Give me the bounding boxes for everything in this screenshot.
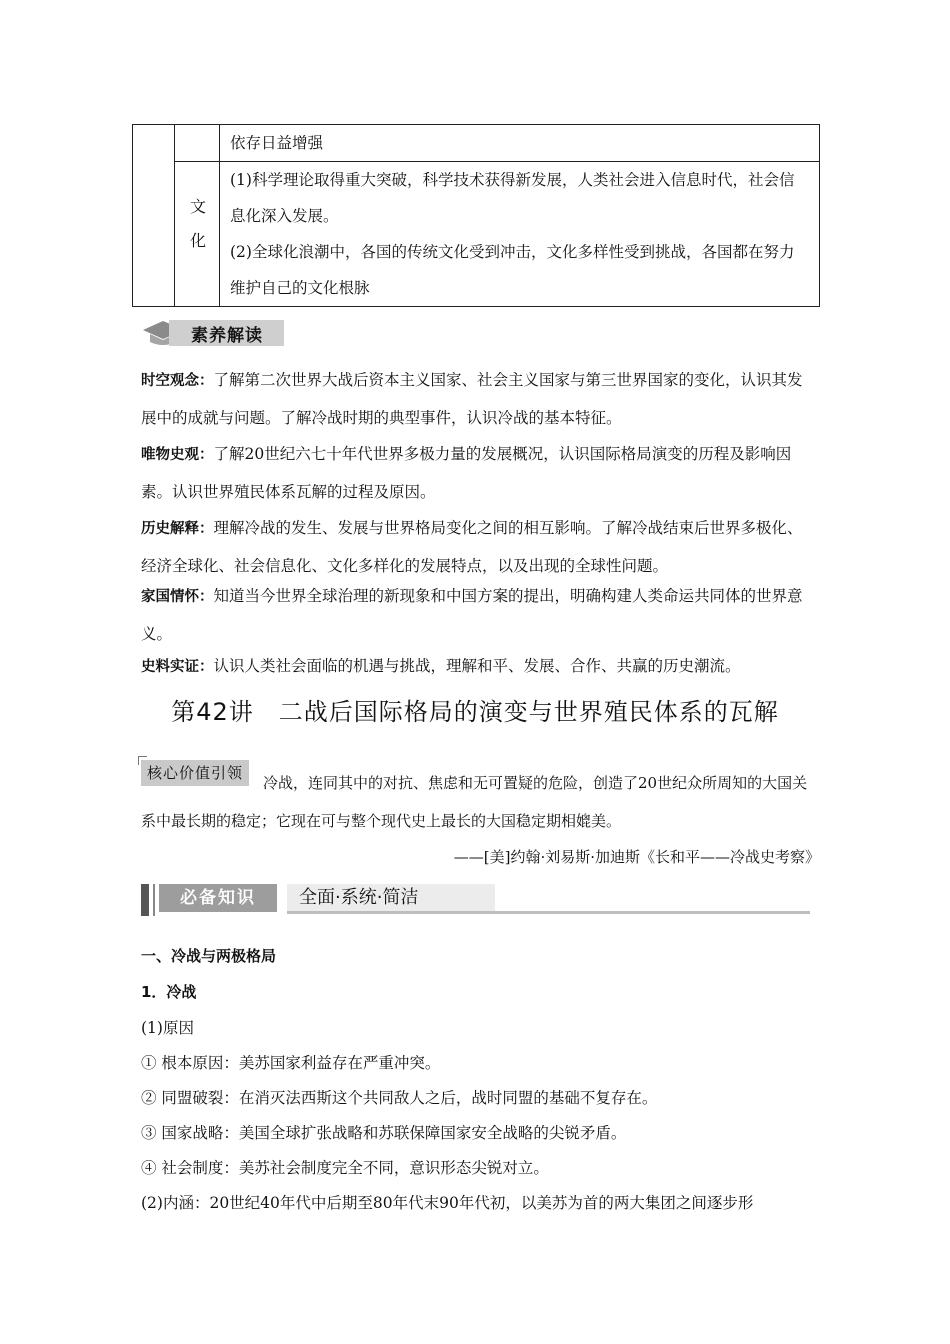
- core-value-quote: 冷战，连同其中的对抗、焦虑和无可置疑的危险，创造了20世纪众所周知的大国关系中最长期的稳定；它现在可与整个现代史上最长的大国稳定期相媲美。: [141, 774, 808, 830]
- summary-table: [132, 124, 820, 307]
- cause-item: ② 同盟破裂：在消灭法西斯这个共同敌人之后，战时同盟的基础不复存在。: [141, 1089, 658, 1107]
- banner-label: 必备知识: [159, 884, 277, 912]
- table-cell-label: [175, 162, 220, 307]
- table-cell-text: [220, 162, 820, 307]
- literacy-item: 历史解释：理解冷战的发生、发展与世界格局变化之间的相互影响。了解冷战结束后世界多极化、经济全球化、社会信息化、文化多样化的发展特点，以及出现的全球性问题。: [141, 519, 803, 575]
- literacy-item: 时空观念：了解第二次世界大战后资本主义国家、社会主义国家与第三世界国家的变化，认识其发展中的成就与问题。了解冷战时期的典型事件，认识冷战的基本特征。: [141, 371, 803, 427]
- culture-point-2: (2)全球化浪潮中，各国的传统文化受到冲击，文化多样性受到挑战，各国都在努力维护自己的文化根脉: [230, 243, 795, 297]
- lecture-title: 第42讲 二战后国际格局的演变与世界殖民体系的瓦解: [171, 698, 779, 726]
- section-heading: 一、冷战与两极格局: [141, 947, 277, 965]
- subsection-heading: 1．冷战: [141, 983, 197, 1001]
- quote-source: ——[美]约翰·刘易斯·加迪斯《长和平——冷战史考察》: [453, 848, 820, 866]
- literacy-badge-label: 素养解读: [191, 326, 263, 346]
- literacy-item: 史料实证：认识人类社会面临的机遇与挑战，理解和平、发展、合作、共赢的历史潮流。: [141, 657, 741, 675]
- culture-point-1: (1)科学理论取得重大突破，科学技术获得新发展，人类社会进入信息时代，社会信息化深入发展。: [230, 171, 795, 225]
- essential-knowledge-banner: [141, 880, 810, 916]
- literacy-item: 家国情怀：知道当今世界全球治理的新现象和中国方案的提出，明确构建人类命运共同体的世界意义。: [141, 587, 803, 643]
- table-row: [133, 125, 820, 162]
- cause-item: ③ 国家战略：美国全球扩张战略和苏联保障国家安全战略的尖锐矛盾。: [141, 1124, 627, 1142]
- banner-subtitle: 全面·系统·简洁: [287, 884, 495, 912]
- literacy-item: 唯物史观：了解20世纪六七十年代世界多极力量的发展概况，认识国际格局演变的历程及影响因素。认识世界殖民体系瓦解的过程及原因。: [141, 445, 792, 501]
- cause-item: ① 根本原因：美苏国家利益存在严重冲突。: [141, 1054, 441, 1072]
- table-cell-empty: [133, 125, 175, 307]
- meaning-text: (2)内涵：20世纪40年代中后期至80年代末90年代初，以美苏为首的两大集团之间逐步形: [141, 1194, 754, 1212]
- table-row: [133, 162, 820, 307]
- table-cell-text: 依存日益增强: [220, 125, 820, 162]
- cause-title: (1)原因: [141, 1019, 194, 1037]
- table-cell-empty: [175, 125, 220, 162]
- culture-label: 文化: [187, 198, 207, 266]
- core-value-badge: 核心价值引领: [141, 760, 249, 786]
- cause-item: ④ 社会制度：美苏社会制度完全不同，意识形态尖锐对立。: [141, 1159, 549, 1177]
- literacy-badge: [141, 318, 284, 348]
